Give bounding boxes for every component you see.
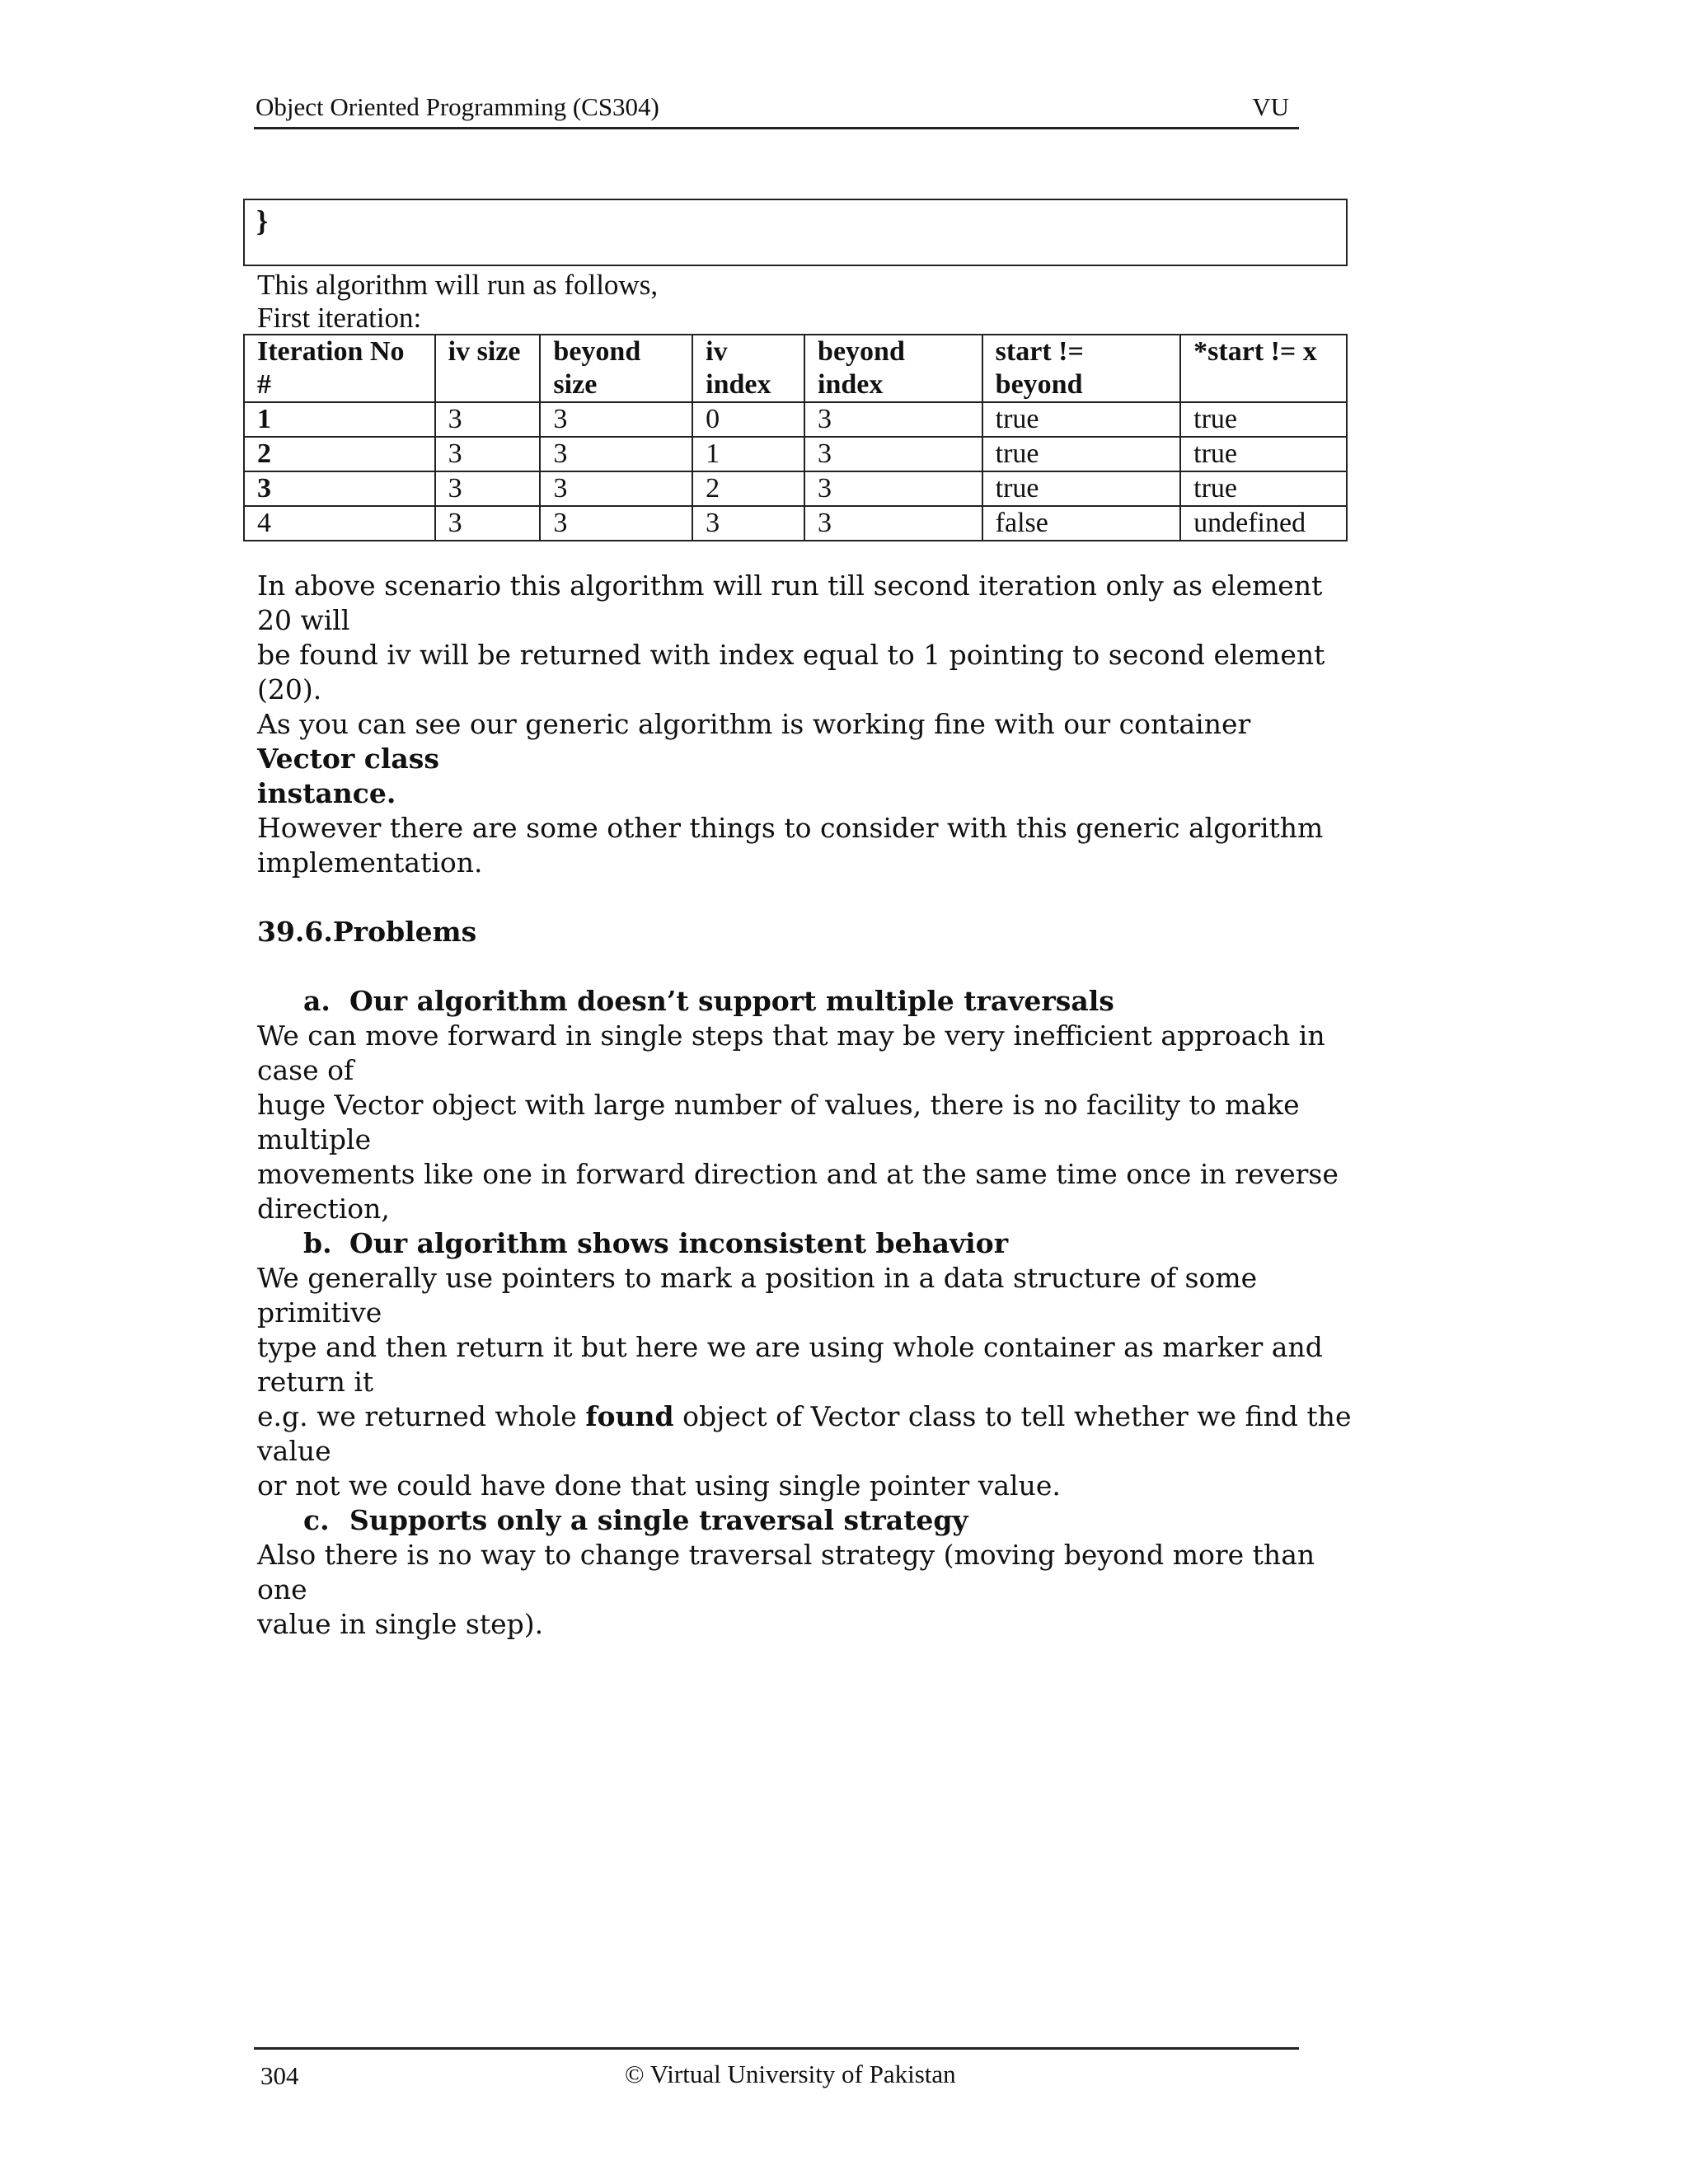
problem-heading-b: b. Our algorithm shows inconsistent behavior xyxy=(303,1227,1009,1259)
iteration-table xyxy=(243,334,1348,541)
paragraph-line: instance. xyxy=(257,777,396,809)
table-header-row xyxy=(244,335,1347,402)
paragraph-line: e.g. we returned whole found object of Vector class to tell whether we find the value xyxy=(257,1400,1352,1467)
table-cell: 3 xyxy=(540,402,692,437)
table-row xyxy=(244,402,1347,437)
paragraph-line: Also there is no way to change traversal strategy (moving beyond more than one xyxy=(257,1539,1315,1605)
table-cell: 3 xyxy=(540,506,692,541)
paragraph-line: As you can see our generic algorithm is working fine with our container Vector class xyxy=(257,708,1251,775)
section-title: 39.6.Problems xyxy=(257,916,477,948)
paragraph-line: movements like one in forward direction and at the same time once in reverse xyxy=(257,1158,1339,1190)
paragraph-line: be found iv will be returned with index equal to 1 pointing to second element (20). xyxy=(257,639,1325,705)
page-footer xyxy=(254,2047,1299,2090)
header-beyond-index: beyond index xyxy=(804,335,982,402)
header-iv-size: iv size xyxy=(435,335,541,402)
paragraph-line: direction, xyxy=(257,1193,390,1225)
header-beyond-size: beyond size xyxy=(540,335,692,402)
page-header xyxy=(254,91,1299,129)
header-iv-index: iv index xyxy=(692,335,804,402)
page-number: 304 xyxy=(260,2061,299,2090)
code-line: } xyxy=(256,204,269,237)
table-cell: 3 xyxy=(540,437,692,471)
table-cell: true xyxy=(1180,437,1347,471)
table-cell: 3 xyxy=(540,471,692,506)
header-iteration-no: Iteration No # xyxy=(244,335,435,402)
body-content xyxy=(257,569,1353,1642)
table-cell: 3 xyxy=(804,471,982,506)
intro-line: This algorithm will run as follows, xyxy=(257,269,659,301)
table-cell: 3 xyxy=(692,506,804,541)
table-cell: 3 xyxy=(435,437,541,471)
table-cell: 0 xyxy=(692,402,804,437)
paragraph-line: We generally use pointers to mark a position in a data structure of some primitive xyxy=(257,1262,1258,1329)
paragraph-line: We can move forward in single steps that may be very inefficient approach in case of xyxy=(257,1019,1325,1086)
table-cell: 4 xyxy=(244,506,435,541)
header-start-neq-beyond: start != beyond xyxy=(982,335,1180,402)
table-cell: 3 xyxy=(804,437,982,471)
table-cell: 3 xyxy=(804,402,982,437)
paragraph-line: implementation. xyxy=(257,846,483,879)
table-cell: true xyxy=(1180,471,1347,506)
table-cell: true xyxy=(1180,402,1347,437)
table-row xyxy=(244,506,1347,541)
table-cell: 2 xyxy=(244,437,435,471)
table-row xyxy=(244,471,1347,506)
table-cell: undefined xyxy=(1180,506,1347,541)
paragraph-line: or not we could have done that using single pointer value. xyxy=(257,1469,1061,1502)
problem-heading-a: a. Our algorithm doesn’t support multiple traversals xyxy=(303,985,1114,1017)
table-cell: 3 xyxy=(435,402,541,437)
course-title: Object Oriented Programming (CS304) xyxy=(256,92,659,121)
table-row xyxy=(244,437,1347,471)
intro-text xyxy=(257,269,658,335)
copyright: © Virtual University of Pakistan xyxy=(625,2060,956,2088)
table-cell: true xyxy=(982,437,1180,471)
paragraph-line: value in single step). xyxy=(257,1608,544,1640)
university-abbrev: VU xyxy=(1252,92,1289,121)
paragraph-line: huge Vector object with large number of values, there is no facility to make multiple xyxy=(257,1089,1300,1155)
table-cell: true xyxy=(982,471,1180,506)
paragraph-line: type and then return it but here we are using whole container as marker and return it xyxy=(257,1331,1323,1398)
table-cell: 3 xyxy=(435,471,541,506)
problem-heading-c: c. Supports only a single traversal strategy xyxy=(303,1504,968,1536)
bold-term: Vector class xyxy=(257,743,439,775)
table-cell: false xyxy=(982,506,1180,541)
table-cell: true xyxy=(982,402,1180,437)
intro-line: First iteration: xyxy=(257,302,422,334)
table-cell: 1 xyxy=(244,402,435,437)
paragraph-line: In above scenario this algorithm will run till second iteration only as element 20 will xyxy=(257,569,1323,636)
table-cell: 2 xyxy=(692,471,804,506)
bold-term: found xyxy=(585,1400,674,1432)
header-start-neq-x: *start != x xyxy=(1180,335,1347,402)
code-box xyxy=(243,199,1348,266)
table-cell: 3 xyxy=(804,506,982,541)
paragraph-line: However there are some other things to consider with this generic algorithm xyxy=(257,812,1324,844)
table-cell: 3 xyxy=(244,471,435,506)
table-cell: 1 xyxy=(692,437,804,471)
table-cell: 3 xyxy=(435,506,541,541)
